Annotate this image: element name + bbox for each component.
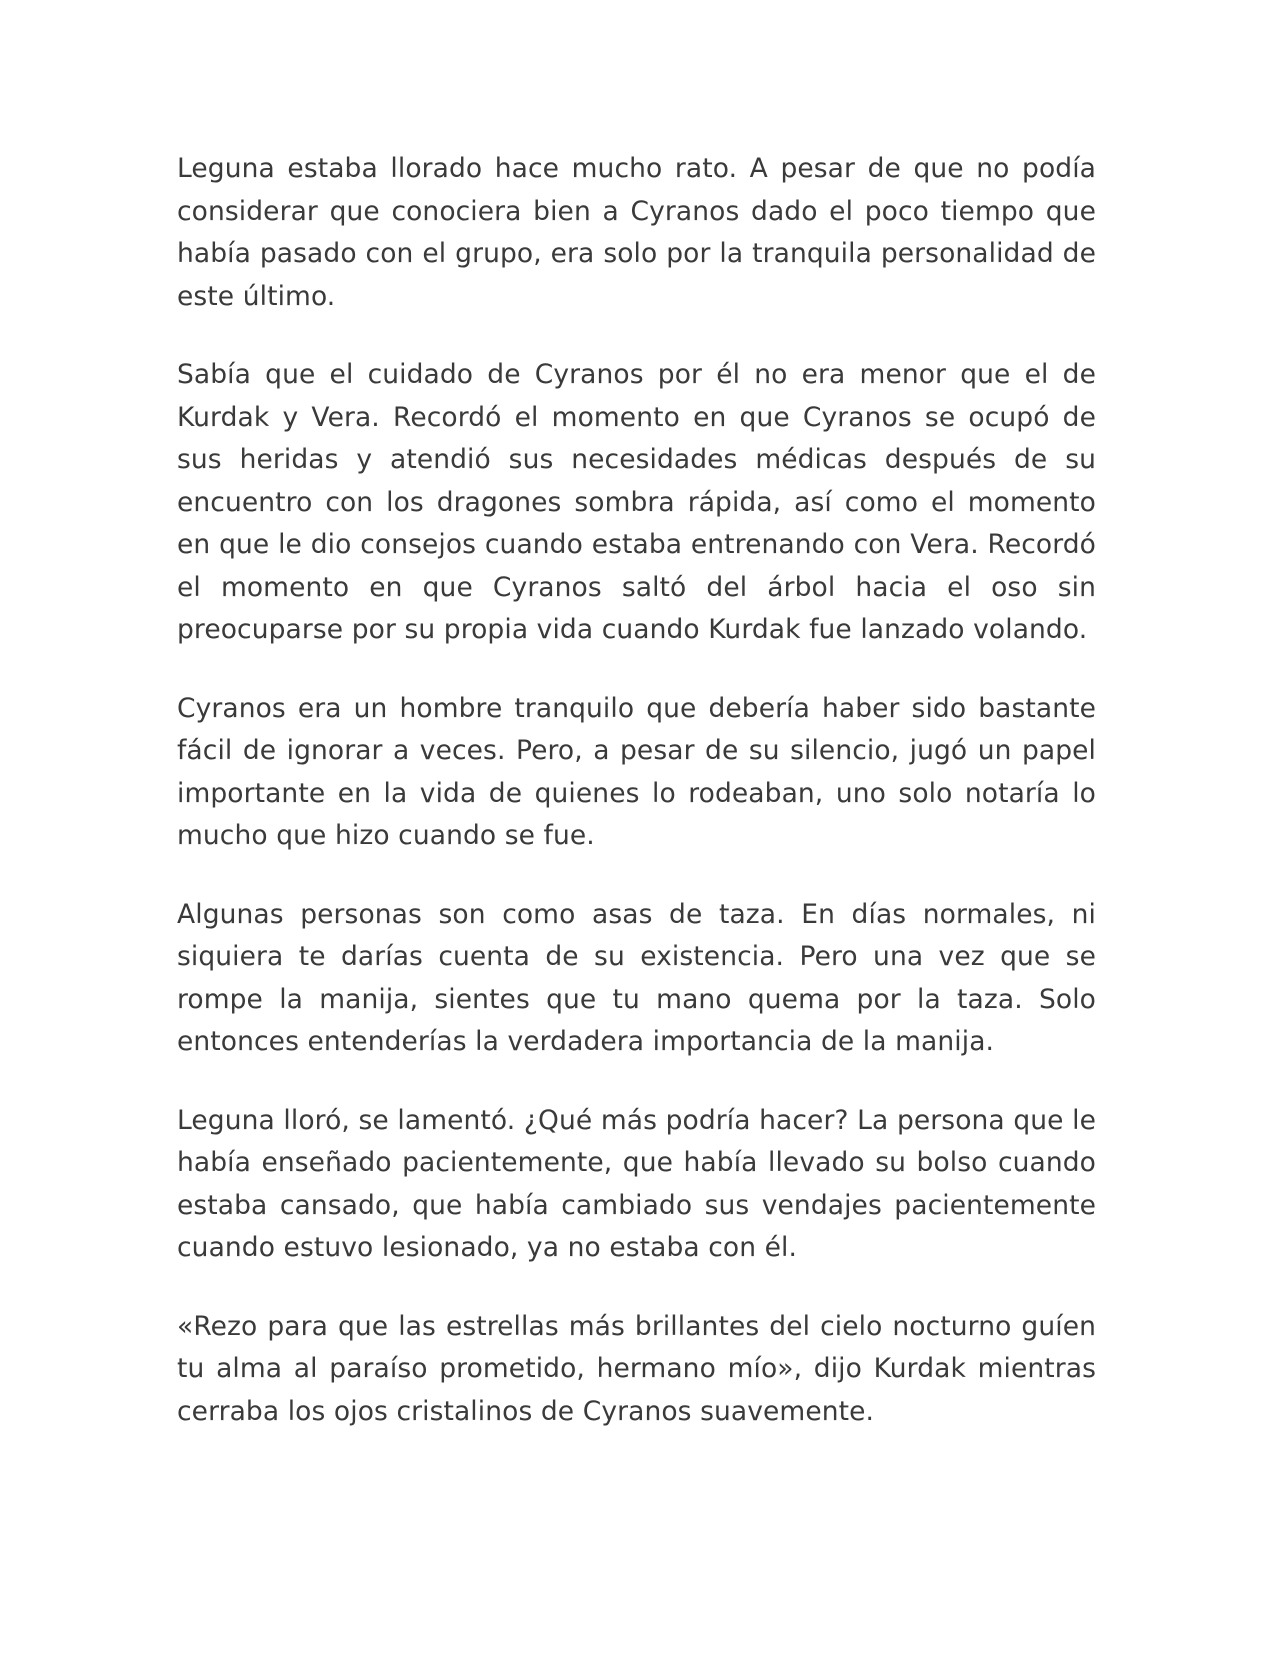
paragraph: «Rezo para que las estrellas más brillantes del cielo nocturno guíen tu alma al paraíso prometido, hermano mío», dijo Kurdak mientras cerraba los ojos cristalinos de Cyranos suavemente. [177,1310,1096,1427]
paragraph: Leguna lloró, se lamentó. ¿Qué más podría hacer? La persona que le había enseñado pacientemente, que había llevado su bolso cuando estaba cansado, que había cambiado sus vendajes pacientemente cuando estuvo lesionado, ya no estaba con él. [177,1104,1096,1263]
text-body [177,148,1096,1469]
paragraph: Sabía que el cuidado de Cyranos por él no era menor que el de Kurdak y Vera. Recordó el momento en que Cyranos se ocupó de sus heridas y atendió sus necesidades médicas después de su encuentro con los dragones sombra rápida, así como el momento en que le dio consejos cuando estaba entrenando con Vera. Recordó el momento en que Cyranos saltó del árbol hacia el oso sin preocuparse por su propia vida cuando Kurdak fue lanzado volando. [177,359,1096,645]
paragraph: Cyranos era un hombre tranquilo que debería haber sido bastante fácil de ignorar a veces. Pero, a pesar de su silencio, jugó un papel importante en la vida de quienes lo rodeaban, uno solo notaría lo mucho que hizo cuando se fue. [177,692,1096,851]
paragraph: Algunas personas son como asas de taza. En días normales, ni siquiera te darías cuenta de su existencia. Pero una vez que se rompe la manija, sientes que tu mano quema por la taza. Solo entonces entenderías la verdadera importancia de la manija. [177,898,1096,1057]
paragraph: Leguna estaba llorado hace mucho rato. A pesar de que no podía considerar que conociera bien a Cyranos dado el poco tiempo que había pasado con el grupo, era solo por la tranquila personalidad de este último. [177,153,1096,312]
